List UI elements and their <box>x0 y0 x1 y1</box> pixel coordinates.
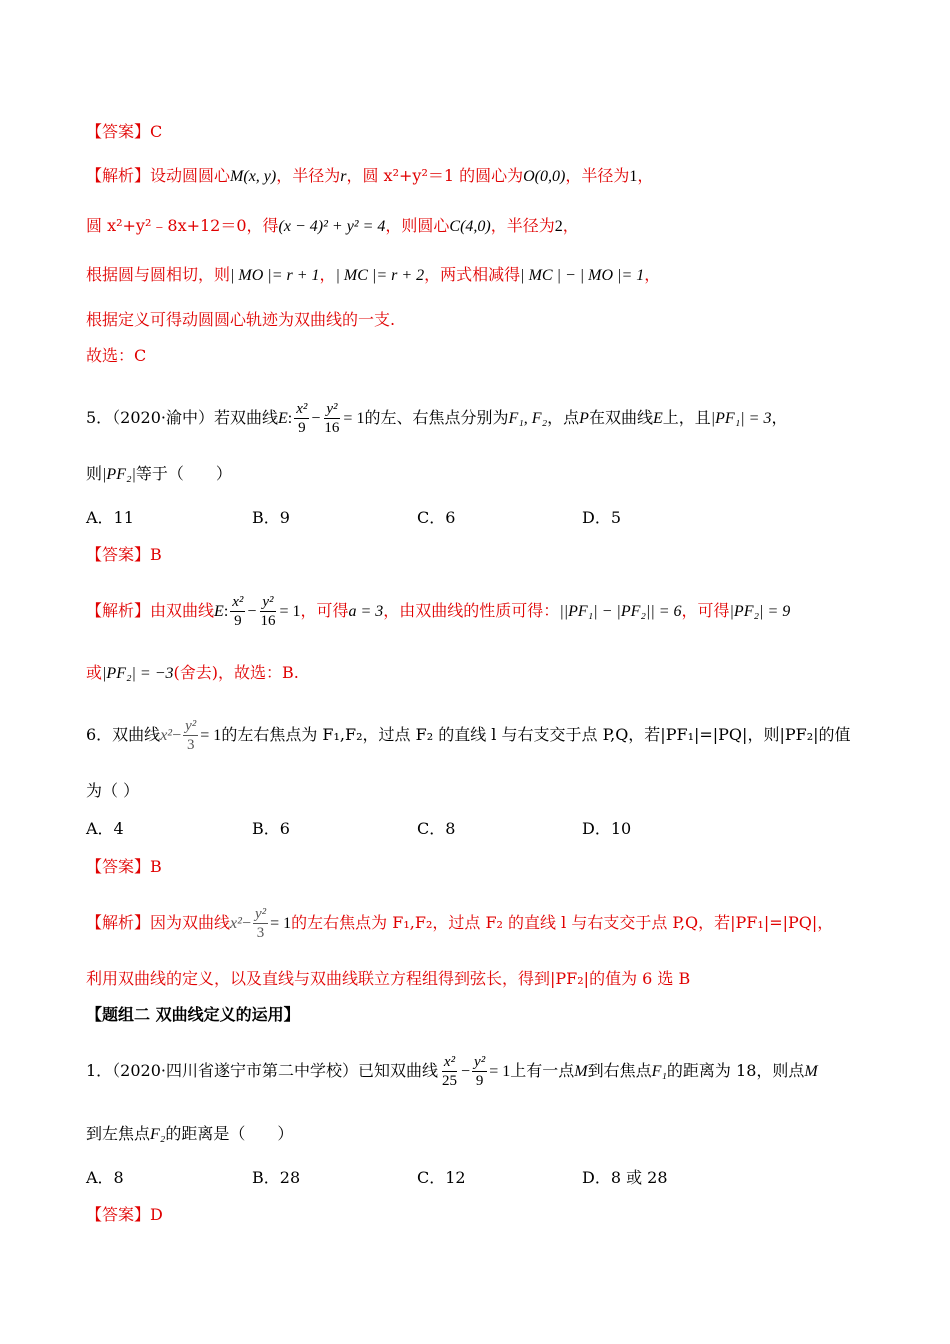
math-expr: | MC | − | MO |= 1 <box>520 267 645 284</box>
math-expr: M <box>804 1063 818 1080</box>
math-expr: x² <box>230 915 242 932</box>
question-text: ， <box>771 408 788 427</box>
solution-text: ，可得 <box>681 601 730 620</box>
math-expr: P <box>579 410 589 427</box>
option-b: B．28 <box>252 1168 301 1187</box>
solution-text: 因为双曲线 <box>150 913 231 932</box>
math-expr: − <box>247 603 257 620</box>
solution-line-3 <box>86 264 890 287</box>
question-text: 上，且 <box>662 408 711 427</box>
question-text: 的左、右焦点分别为 <box>364 408 509 427</box>
fraction-denominator: 16 <box>260 613 276 629</box>
fraction-denominator: 3 <box>256 925 265 941</box>
question-text: 6．双曲线 <box>86 725 161 744</box>
math-expr: : <box>287 410 293 427</box>
fraction-denominator: 9 <box>475 1073 484 1089</box>
math-expr: M(x, y) <box>230 168 277 185</box>
solution-q6-line-1 <box>86 902 890 944</box>
solution-text: ，半径为 <box>565 166 630 185</box>
solution-q5-line-2 <box>86 662 890 685</box>
solution-text: ， <box>319 265 336 284</box>
fraction <box>230 593 245 630</box>
answer-value: B <box>150 545 162 564</box>
question-text: 等于（ ） <box>135 464 232 483</box>
question-text: 到右焦点 <box>587 1061 652 1080</box>
solution-text: ，圆 x²+y²＝1 的圆心为 <box>346 166 524 185</box>
fraction-numerator: y² <box>474 1054 486 1070</box>
math-expr: = 1 <box>200 727 222 744</box>
fraction <box>294 400 309 437</box>
solution-text: ，两式相减得 <box>424 265 521 284</box>
math-expr: − <box>172 727 182 744</box>
fraction-denominator: 9 <box>298 420 306 436</box>
answer-tag: 【答案】 <box>86 122 151 141</box>
math-expr: x² <box>160 727 173 744</box>
math-expr: | MO |= r + 1 <box>230 267 320 284</box>
option-c: C．12 <box>417 1168 466 1187</box>
math-expr: = 1 <box>343 410 365 427</box>
fraction <box>183 717 198 754</box>
solution-text: 圆 x²+y²﹣8x+12＝0，得 <box>86 216 279 235</box>
answer-tag: 【答案】 <box>86 1205 151 1224</box>
math-expr: F₁, F₂ <box>508 410 548 427</box>
math-expr: (x − 4)² + y² = 4 <box>278 218 386 235</box>
question-text: 则 <box>86 464 103 483</box>
solution-text: 由双曲线 <box>150 601 215 620</box>
question-text: 的左右焦点为 F₁,F₂，过点 F₂ 的直线 l 与右支交于点 P,Q，若|PF₁|=|PQ|，则|PF₂|的值 <box>221 725 851 744</box>
math-expr: E <box>214 603 224 620</box>
solution-q6-line-2: 利用双曲线的定义，以及直线与双曲线联立方程组得到弦长，得到|PF₂|的值为 6 选 B <box>86 969 691 988</box>
group2-question-1-stem <box>86 1050 890 1092</box>
solution-text: 设动圆圆心 <box>150 166 231 185</box>
math-expr: − <box>311 410 321 427</box>
answer-value: D <box>150 1205 163 1224</box>
question-text: 上有一点 <box>510 1061 575 1080</box>
solution-text: (舍去)，故选：B. <box>173 663 299 682</box>
answer-tag: 【答案】 <box>86 545 151 564</box>
math-expr: ||PF₁| − |PF₂|| = 6 <box>559 603 682 620</box>
fraction <box>472 1053 487 1090</box>
question-5-stem <box>86 398 890 438</box>
math-expr: = 1 <box>270 915 292 932</box>
math-expr: − <box>241 915 251 932</box>
solution-line-2 <box>86 215 890 238</box>
solution-line-1 <box>86 165 890 188</box>
fraction <box>253 905 268 942</box>
question-text: 的距离是（ ） <box>165 1124 294 1143</box>
option-d: D．8 或 28 <box>582 1168 668 1187</box>
math-expr: C(4,0) <box>449 218 491 235</box>
math-expr: − <box>461 1063 471 1080</box>
math-expr: : <box>223 603 229 620</box>
solution-q5-line-1 <box>86 590 890 632</box>
fraction <box>440 1053 459 1090</box>
fraction-denominator: 3 <box>186 737 195 753</box>
solution-text: ，半径为 <box>276 166 341 185</box>
solution-text: ，可得 <box>300 601 349 620</box>
solution-tag: 【解析】 <box>86 913 151 932</box>
question-text: 的距离为 18，则点 <box>666 1061 805 1080</box>
answer-value: B <box>150 857 162 876</box>
question-5-stem-2 <box>86 463 890 486</box>
solution-line-4: 根据定义可得动圆圆心轨迹为双曲线的一支. <box>86 310 396 329</box>
option-b: B．6 <box>252 819 290 838</box>
section-heading: 【题组二 双曲线定义的运用】 <box>86 1005 300 1024</box>
math-expr: M <box>574 1063 588 1080</box>
math-expr: F₁ <box>651 1063 667 1080</box>
fraction-numerator: x² <box>232 594 244 610</box>
option-c: C．6 <box>417 508 456 527</box>
solution-text: ， <box>644 265 661 284</box>
fraction-numerator: x² <box>443 1054 456 1070</box>
answer-tag: 【答案】 <box>86 857 151 876</box>
question-text: ，点 <box>547 408 580 427</box>
answer-line-q5 <box>86 544 890 566</box>
math-expr: 2 <box>554 218 563 235</box>
math-expr: |PF₂| = −3 <box>102 665 174 682</box>
question-text: 到左焦点 <box>86 1124 151 1143</box>
fraction-numerator: y² <box>185 718 197 734</box>
math-expr: = 1 <box>489 1063 511 1080</box>
question-6-stem <box>86 714 890 756</box>
answer-value: C <box>150 122 163 141</box>
solution-tag: 【解析】 <box>86 166 151 185</box>
math-expr: |PF₂| = 9 <box>729 603 791 620</box>
option-b: B．9 <box>252 508 290 527</box>
option-d: D．5 <box>582 508 622 527</box>
math-expr: | MC |= r + 2 <box>335 267 425 284</box>
option-a: A．8 <box>86 1168 124 1187</box>
math-expr: 1 <box>629 168 638 185</box>
solution-text: ，则圆心 <box>385 216 450 235</box>
fraction-denominator: 9 <box>234 613 242 629</box>
math-expr: = 1 <box>279 603 301 620</box>
math-expr: r <box>340 168 347 185</box>
fraction <box>258 593 277 630</box>
group2-question-1-stem-2 <box>86 1123 890 1146</box>
math-expr: |PF₂| <box>102 466 136 483</box>
question-text: 1．（2020·四川省遂宁市第二中学校）已知双曲线 <box>86 1061 438 1080</box>
option-a: A．4 <box>86 819 124 838</box>
answer-line-prev <box>86 121 890 143</box>
math-expr: E <box>278 410 288 427</box>
question-text: 5．（2020·渝中）若双曲线 <box>86 408 278 427</box>
solution-text: 的左右焦点为 F₁,F₂，过点 F₂ 的直线 l 与右支交于点 P,Q，若|PF₁|=|PQ|， <box>291 913 834 932</box>
fraction <box>322 400 341 437</box>
question-text: 在双曲线 <box>588 408 653 427</box>
math-expr: a = 3 <box>348 603 384 620</box>
math-expr: F₂ <box>150 1126 166 1143</box>
question-6-stem-2: 为（ ） <box>86 781 140 800</box>
fraction-numerator: x² <box>296 401 308 417</box>
fraction-denominator: 25 <box>442 1073 457 1089</box>
fraction-numerator: y² <box>262 594 274 610</box>
option-c: C．8 <box>417 819 456 838</box>
option-d: D．10 <box>582 819 632 838</box>
solution-tag: 【解析】 <box>86 601 151 620</box>
math-expr: O(0,0) <box>523 168 566 185</box>
fraction-numerator: y² <box>326 401 338 417</box>
solution-text: 根据圆与圆相切，则 <box>86 265 231 284</box>
fraction-numerator: y² <box>254 906 267 922</box>
answer-line-q6 <box>86 856 890 878</box>
fraction-denominator: 16 <box>324 420 340 436</box>
solution-text: 或 <box>86 663 103 682</box>
solution-text: ， <box>562 216 579 235</box>
option-a: A．11 <box>86 508 134 527</box>
solution-text: ，由双曲线的性质可得： <box>383 601 560 620</box>
math-expr: |PF₁| = 3 <box>710 410 772 427</box>
solution-text: ， <box>637 166 654 185</box>
solution-text: ，半径为 <box>490 216 555 235</box>
math-expr: E <box>652 410 663 427</box>
solution-line-5: 故选：C <box>86 346 147 365</box>
answer-line-g2q1 <box>86 1204 890 1226</box>
